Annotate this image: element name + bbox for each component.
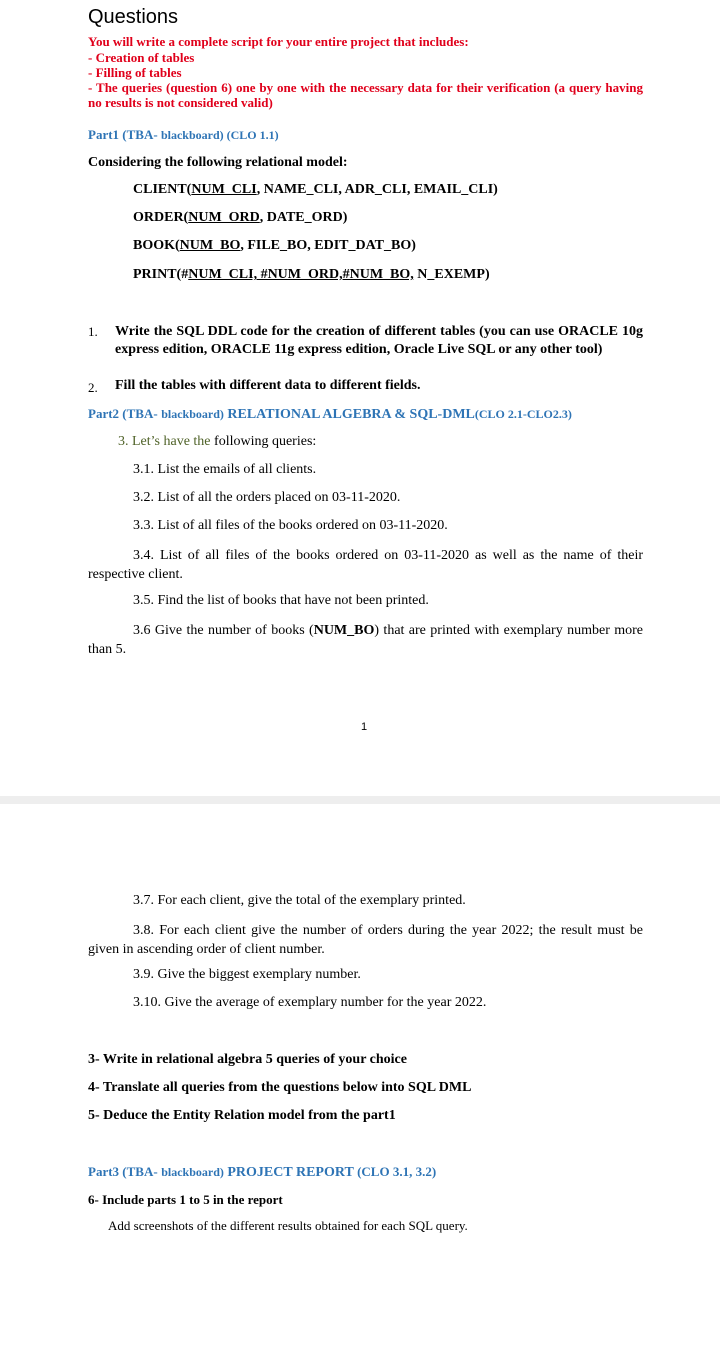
page-2: [0, 804, 720, 1346]
model-book: [133, 238, 416, 254]
section-5: 5- Deduce the Entity Relation model from the part1: [88, 1108, 396, 1123]
part1-title-b: blackboard) (CLO 1.1): [160, 128, 279, 142]
part2-title: [88, 406, 572, 423]
model-print-pre: PRINT(#: [133, 267, 189, 282]
q1-text: Write the SQL DDL code for the creation of different tables (you can use ORACLE 10g express edition, ORACLE 11g express edition, Oracle Live SQL or any other tool): [115, 324, 643, 357]
model-order-pre: ORDER(: [133, 210, 189, 225]
model-print-post: N_EXEMP): [413, 267, 490, 282]
section-4: 4- Translate all queries from the questions below into SQL DML: [88, 1080, 472, 1095]
query-3-10: 3.10. Give the average of exemplary number for the year 2022.: [133, 995, 487, 1010]
model-print-key: NUM_CLI, #NUM_ORD,#NUM_BO,: [188, 267, 414, 282]
query-3-6-b: NUM_BO: [313, 623, 375, 638]
page-number: 1: [361, 721, 368, 733]
section-6-note: Add screenshots of the different results obtained for each SQL query.: [108, 1218, 468, 1233]
page-divider: [0, 796, 720, 804]
query-3-9: 3.9. Give the biggest exemplary number.: [133, 967, 361, 982]
query-3-3: 3.3. List of all files of the books ordered on 03-11-2020.: [133, 518, 448, 533]
query-3-5: 3.5. Find the list of books that have not been printed.: [133, 593, 429, 608]
model-client-key: NUM_CLI: [191, 182, 257, 197]
instruction-line-3: - Filling of tables: [88, 65, 182, 80]
instruction-line-2: - Creation of tables: [88, 50, 195, 65]
model-order-key: NUM_ORD: [188, 210, 260, 225]
query-3-4: 3.4. List of all files of the books ordered on 03-11-2020 as well as the name of their respective client.: [88, 548, 643, 582]
model-book-post: , FILE_BO, EDIT_DAT_BO): [240, 238, 416, 253]
q1-number: 1.: [88, 324, 98, 339]
q2-number: 2.: [88, 380, 98, 395]
model-book-pre: BOOK(: [133, 238, 180, 253]
query-3-8: 3.8. For each client give the number of orders during the year 2022; the result must be given in ascending order of client number.: [88, 923, 643, 957]
query-3-6-c: ) that are printed with exemplary number more than 5.: [88, 623, 644, 657]
part2-title-d: (CLO 2.1-CLO2.3): [474, 407, 572, 421]
part3-title: [88, 1164, 436, 1181]
section-3: 3- Write in relational algebra 5 queries of your choice: [88, 1052, 407, 1067]
model-client-post: , NAME_CLI, ADR_CLI, EMAIL_CLI): [256, 182, 498, 197]
part2-title-a: Part2 (TBA-: [88, 406, 158, 421]
part3-title-b: blackboard): [161, 1165, 224, 1179]
instruction-line-1: You will write a complete script for your entire project that includes:: [88, 34, 469, 49]
query-3-6-a: 3.6 Give the number of books (: [133, 623, 314, 638]
part3-title-c: PROJECT REPORT: [227, 1165, 354, 1180]
model-print: [133, 267, 490, 283]
model-client: [133, 182, 498, 198]
query-3-1: 3.1. List the emails of all clients.: [133, 462, 317, 477]
model-book-key: NUM_BO: [179, 238, 241, 253]
part1-intro: Considering the following relational model:: [88, 155, 348, 170]
model-order-post: , DATE_ORD): [259, 210, 348, 225]
model-client-pre: CLIENT(: [133, 182, 192, 197]
part2-intro-b: following queries:: [210, 434, 317, 449]
query-3-6: [88, 621, 643, 659]
query-3-7: 3.7. For each client, give the total of the exemplary printed.: [133, 893, 466, 908]
part3-title-a: Part3 (TBA-: [88, 1164, 158, 1179]
instruction-line-4: - The queries (question 6) one by one with the necessary data for their verification (a query having no results is not considered valid): [88, 80, 643, 110]
part2-intro: [118, 434, 316, 450]
q2-text: Fill the tables with different data to different fields.: [115, 378, 421, 393]
part2-title-c: RELATIONAL ALGEBRA & SQL-DML: [227, 407, 475, 422]
page-heading: Questions: [88, 6, 179, 28]
part1-title-a: Part1 (TBA-: [88, 127, 158, 142]
section-6: 6- Include parts 1 to 5 in the report: [88, 1192, 283, 1207]
part3-title-d: (CLO 3.1, 3.2): [357, 1164, 437, 1179]
part2-title-b: blackboard): [161, 407, 224, 421]
query-3-2: 3.2. List of all the orders placed on 03-11-2020.: [133, 490, 401, 505]
part1-title: [88, 127, 279, 143]
model-order: [133, 210, 347, 226]
part2-intro-a: 3. Let’s have the: [118, 434, 211, 449]
